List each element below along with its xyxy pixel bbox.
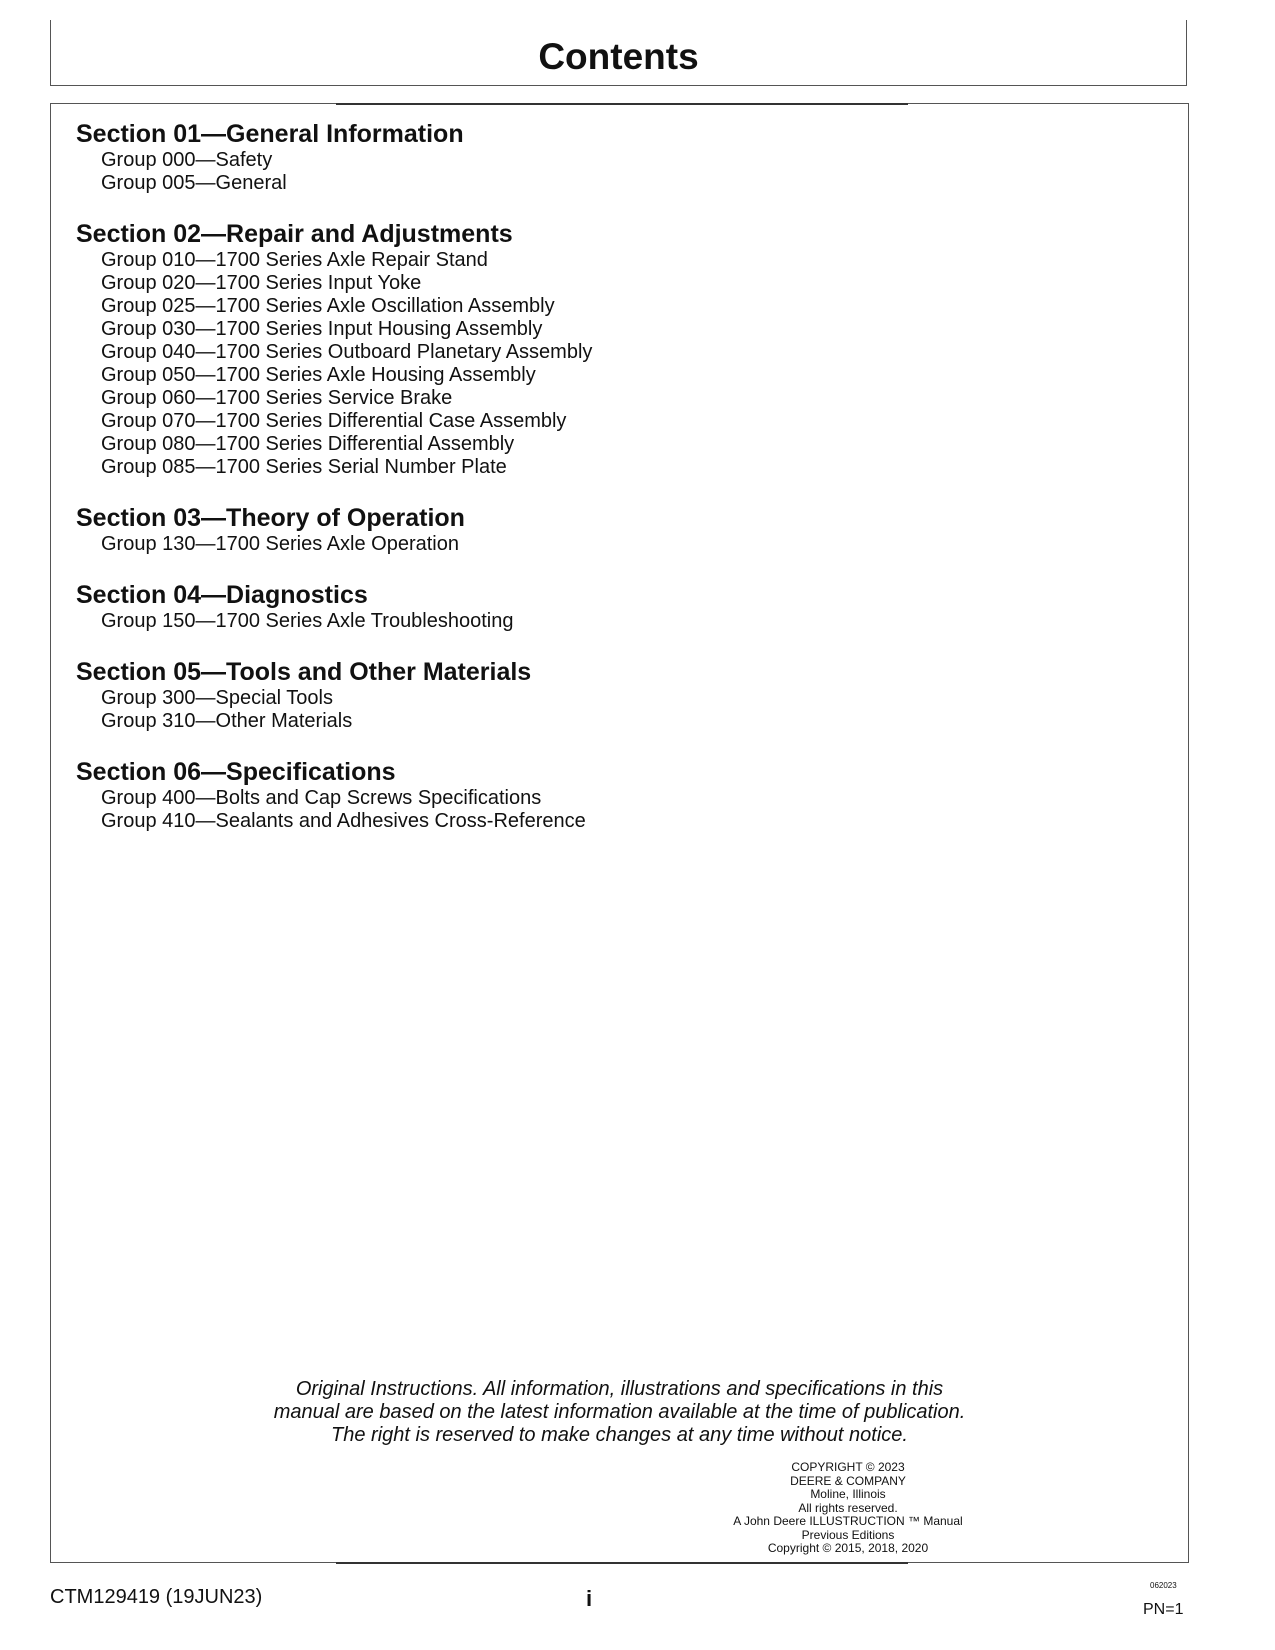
section-title[interactable]: Section 02—Repair and Adjustments [76, 220, 513, 248]
notice-line: Original Instructions. All information, illustrations and specifications in this [295, 1378, 944, 1400]
section-title[interactable]: Section 06—Specifications [76, 758, 396, 786]
page-pn: PN=1 [1143, 1601, 1184, 1618]
section-title[interactable]: Section 01—General Information [76, 120, 464, 148]
copyright-line: Previous Editions [801, 1527, 895, 1542]
group-item[interactable]: Group 000—Safety [101, 149, 273, 171]
copyright-block [713, 1461, 983, 1556]
section-title[interactable]: Section 04—Diagnostics [76, 581, 368, 609]
group-item[interactable]: Group 080—1700 Series Differential Assembly [101, 433, 515, 455]
table-of-contents [76, 120, 592, 858]
group-item[interactable]: Group 060—1700 Series Service Brake [101, 387, 453, 409]
group-item[interactable]: Group 025—1700 Series Axle Oscillation Assembly [101, 295, 555, 317]
copyright-line: A John Deere ILLUSTRUCTION ™ Manual [733, 1514, 963, 1528]
group-item[interactable]: Group 030—1700 Series Input Housing Assembly [101, 318, 543, 340]
top-accent-rule [336, 103, 908, 105]
section-05 [76, 658, 592, 733]
group-item[interactable]: Group 310—Other Materials [101, 710, 353, 732]
group-item[interactable]: Group 040—1700 Series Outboard Planetary Assembly [101, 341, 593, 363]
notice-line: manual are based on the latest information available at the time of publication. [273, 1401, 966, 1423]
group-item[interactable]: Group 400—Bolts and Cap Screws Specifications [101, 787, 542, 809]
group-item[interactable]: Group 050—1700 Series Axle Housing Assembly [101, 364, 536, 386]
group-item[interactable]: Group 005—General [101, 172, 287, 194]
section-03 [76, 504, 592, 556]
section-04 [76, 581, 592, 633]
group-item[interactable]: Group 150—1700 Series Axle Troubleshooting [101, 610, 514, 632]
section-01 [76, 120, 592, 195]
page-title: Contents [538, 36, 699, 77]
page-number: i [586, 1586, 593, 1611]
footer-code: 062023 [1150, 1581, 1177, 1590]
section-title[interactable]: Section 05—Tools and Other Materials [76, 658, 532, 686]
copyright-line: Copyright © 2015, 2018, 2020 [767, 1541, 929, 1555]
section-06 [76, 758, 592, 833]
group-item[interactable]: Group 300—Special Tools [101, 687, 333, 709]
group-item[interactable]: Group 070—1700 Series Differential Case Assembly [101, 410, 567, 432]
copyright-line: DEERE & COMPANY [790, 1473, 906, 1488]
group-item[interactable]: Group 130—1700 Series Axle Operation [101, 533, 459, 555]
group-item[interactable]: Group 410—Sealants and Adhesives Cross-Reference [101, 810, 586, 832]
contents-frame [50, 103, 1189, 1563]
bottom-accent-rule [336, 1562, 908, 1564]
original-instructions-notice [51, 1378, 1188, 1447]
document-id: CTM129419 (19JUN23) [50, 1586, 263, 1608]
group-item[interactable]: Group 085—1700 Series Serial Number Plate [101, 456, 507, 478]
copyright-line: Moline, Illinois [810, 1487, 886, 1501]
copyright-line: COPYRIGHT © 2023 [791, 1460, 905, 1474]
section-02 [76, 220, 592, 479]
notice-line: The right is reserved to make changes at any time without notice. [331, 1424, 908, 1446]
group-item[interactable]: Group 010—1700 Series Axle Repair Stand [101, 249, 488, 271]
section-title[interactable]: Section 03—Theory of Operation [76, 504, 465, 532]
header-frame [50, 20, 1187, 86]
group-item[interactable]: Group 020—1700 Series Input Yoke [101, 272, 422, 294]
copyright-line: All rights reserved. [798, 1500, 898, 1515]
